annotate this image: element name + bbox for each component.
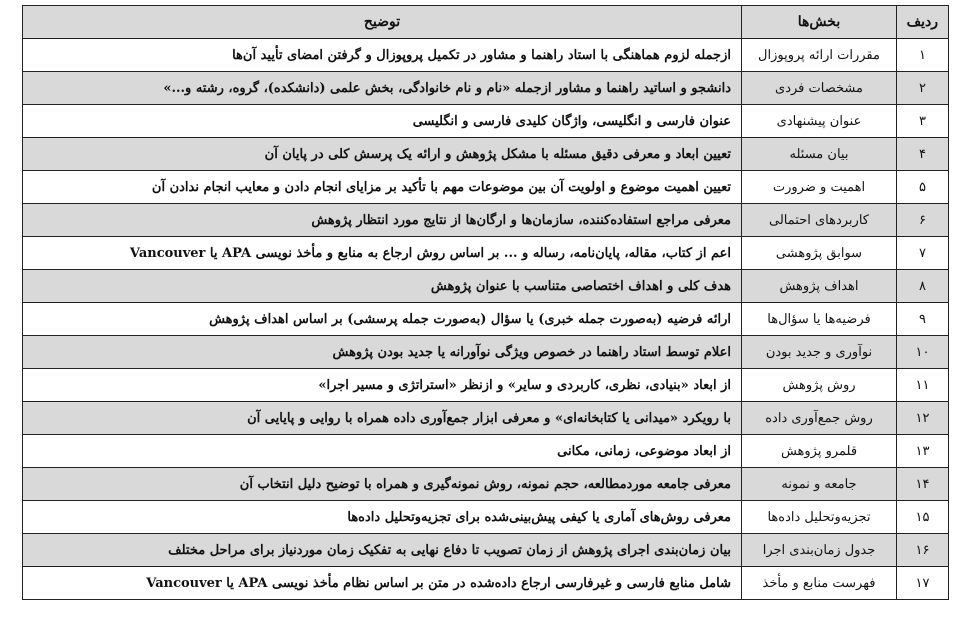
table-row: [23, 468, 949, 501]
row-number: ۳: [897, 105, 949, 138]
section-description: از ابعاد «بنیادی، نظری، کاربردی و سایر» و ازنظر «استراتژی و مسیر اجرا»: [23, 369, 742, 402]
section-description: ارائه فرضیه (به‌صورت جمله خبری) یا سؤال (به‌صورت جمله پرسشی) بر اساس اهداف پژوهش: [23, 303, 742, 336]
section-description: ازجمله لزوم هماهنگی با استاد راهنما و مشاور در تکمیل پروپوزال و گرفتن امضای تأیید آن‌ها: [23, 39, 742, 72]
section-name: بیان مسئله: [742, 138, 897, 171]
section-name: مقررات ارائه پروپوزال: [742, 39, 897, 72]
header-sections: بخش‌ها: [742, 6, 897, 39]
row-number: ۱۶: [897, 534, 949, 567]
row-number: ۲: [897, 72, 949, 105]
table-row: [23, 105, 949, 138]
table-row: [23, 72, 949, 105]
row-number: ۹: [897, 303, 949, 336]
section-name: اهمیت و ضرورت: [742, 171, 897, 204]
row-number: ۱۷: [897, 567, 949, 600]
row-number: ۷: [897, 237, 949, 270]
section-name: نوآوری و جدید بودن: [742, 336, 897, 369]
table-container: [22, 5, 948, 600]
section-name: تجزیه‌وتحلیل داده‌ها: [742, 501, 897, 534]
table-header-row: [23, 6, 949, 39]
section-description: با رویکرد «میدانی یا کتابخانه‌ای» و معرفی ابزار جمع‌آوری داده همراه با روایی و پایایی آن: [23, 402, 742, 435]
section-name: فرضیه‌ها یا سؤال‌ها: [742, 303, 897, 336]
section-name: جامعه و نمونه: [742, 468, 897, 501]
section-description: اعم از کتاب، مقاله، پایان‌نامه، رساله و ... بر اساس روش ارجاع به منابع و مأخذ نویسی APA یا Vancouver: [23, 237, 742, 270]
table-row: [23, 270, 949, 303]
section-name: روش پژوهش: [742, 369, 897, 402]
header-row-number: ردیف: [897, 6, 949, 39]
table-row: [23, 336, 949, 369]
section-name: اهداف پژوهش: [742, 270, 897, 303]
header-description: توضیح: [23, 6, 742, 39]
section-name: جدول زمان‌بندی اجرا: [742, 534, 897, 567]
section-name: سوابق پژوهشی: [742, 237, 897, 270]
row-number: ۱۳: [897, 435, 949, 468]
table-row: [23, 303, 949, 336]
row-number: ۴: [897, 138, 949, 171]
section-description: شامل منابع فارسی و غیرفارسی ارجاع داده‌شده در متن بر اساس نظام مأخذ نویسی APA یا Vancouver: [23, 567, 742, 600]
table-row: [23, 567, 949, 600]
row-number: ۸: [897, 270, 949, 303]
table-row: [23, 435, 949, 468]
section-description: هدف کلی و اهداف اختصاصی متناسب با عنوان پژوهش: [23, 270, 742, 303]
section-description: معرفی مراجع استفاده‌کننده، سازمان‌ها و ارگان‌ها از نتایج مورد انتظار پژوهش: [23, 204, 742, 237]
section-description: تعیین اهمیت موضوع و اولویت آن بین موضوعات مهم با تأکید بر مزایای انجام دادن و معایب انجام ندادن آن: [23, 171, 742, 204]
table-row: [23, 534, 949, 567]
table-row: [23, 204, 949, 237]
section-description: بیان زمان‌بندی اجرای پژوهش از زمان تصویب تا دفاع نهایی به تفکیک زمان موردنیاز برای مراحل مختلف: [23, 534, 742, 567]
row-number: ۱۵: [897, 501, 949, 534]
section-description: معرفی روش‌های آماری یا کیفی پیش‌بینی‌شده برای تجزیه‌وتحلیل داده‌ها: [23, 501, 742, 534]
table-row: [23, 237, 949, 270]
table-row: [23, 39, 949, 72]
section-description: دانشجو و اساتید راهنما و مشاور ازجمله «نام و نام خانوادگی، بخش علمی (دانشکده)، گروه، رشته و...»: [23, 72, 742, 105]
table-row: [23, 138, 949, 171]
section-name: مشخصات فردی: [742, 72, 897, 105]
row-number: ۶: [897, 204, 949, 237]
table-row: [23, 369, 949, 402]
row-number: ۱۰: [897, 336, 949, 369]
section-description: معرفی جامعه موردمطالعه، حجم نمونه، روش نمونه‌گیری و همراه با توضیح دلیل انتخاب آن: [23, 468, 742, 501]
table-row: [23, 402, 949, 435]
section-description: تعیین ابعاد و معرفی دقیق مسئله با مشکل پژوهش و ارائه یک پرسش کلی در پایان آن: [23, 138, 742, 171]
row-number: ۱۴: [897, 468, 949, 501]
section-name: روش جمع‌آوری داده: [742, 402, 897, 435]
section-description: از ابعاد موضوعی، زمانی، مکانی: [23, 435, 742, 468]
section-name: عنوان پیشنهادی: [742, 105, 897, 138]
section-name: کاربردهای احتمالی: [742, 204, 897, 237]
row-number: ۱۱: [897, 369, 949, 402]
section-name: قلمرو پژوهش: [742, 435, 897, 468]
section-description: اعلام توسط استاد راهنما در خصوص ویژگی نوآورانه یا جدید بودن پژوهش: [23, 336, 742, 369]
table-row: [23, 501, 949, 534]
section-description: عنوان فارسی و انگلیسی، واژگان کلیدی فارسی و انگلیسی: [23, 105, 742, 138]
table-row: [23, 171, 949, 204]
row-number: ۱: [897, 39, 949, 72]
row-number: ۱۲: [897, 402, 949, 435]
row-number: ۵: [897, 171, 949, 204]
section-name: فهرست منابع و مأخذ: [742, 567, 897, 600]
proposal-sections-table: [22, 5, 949, 600]
